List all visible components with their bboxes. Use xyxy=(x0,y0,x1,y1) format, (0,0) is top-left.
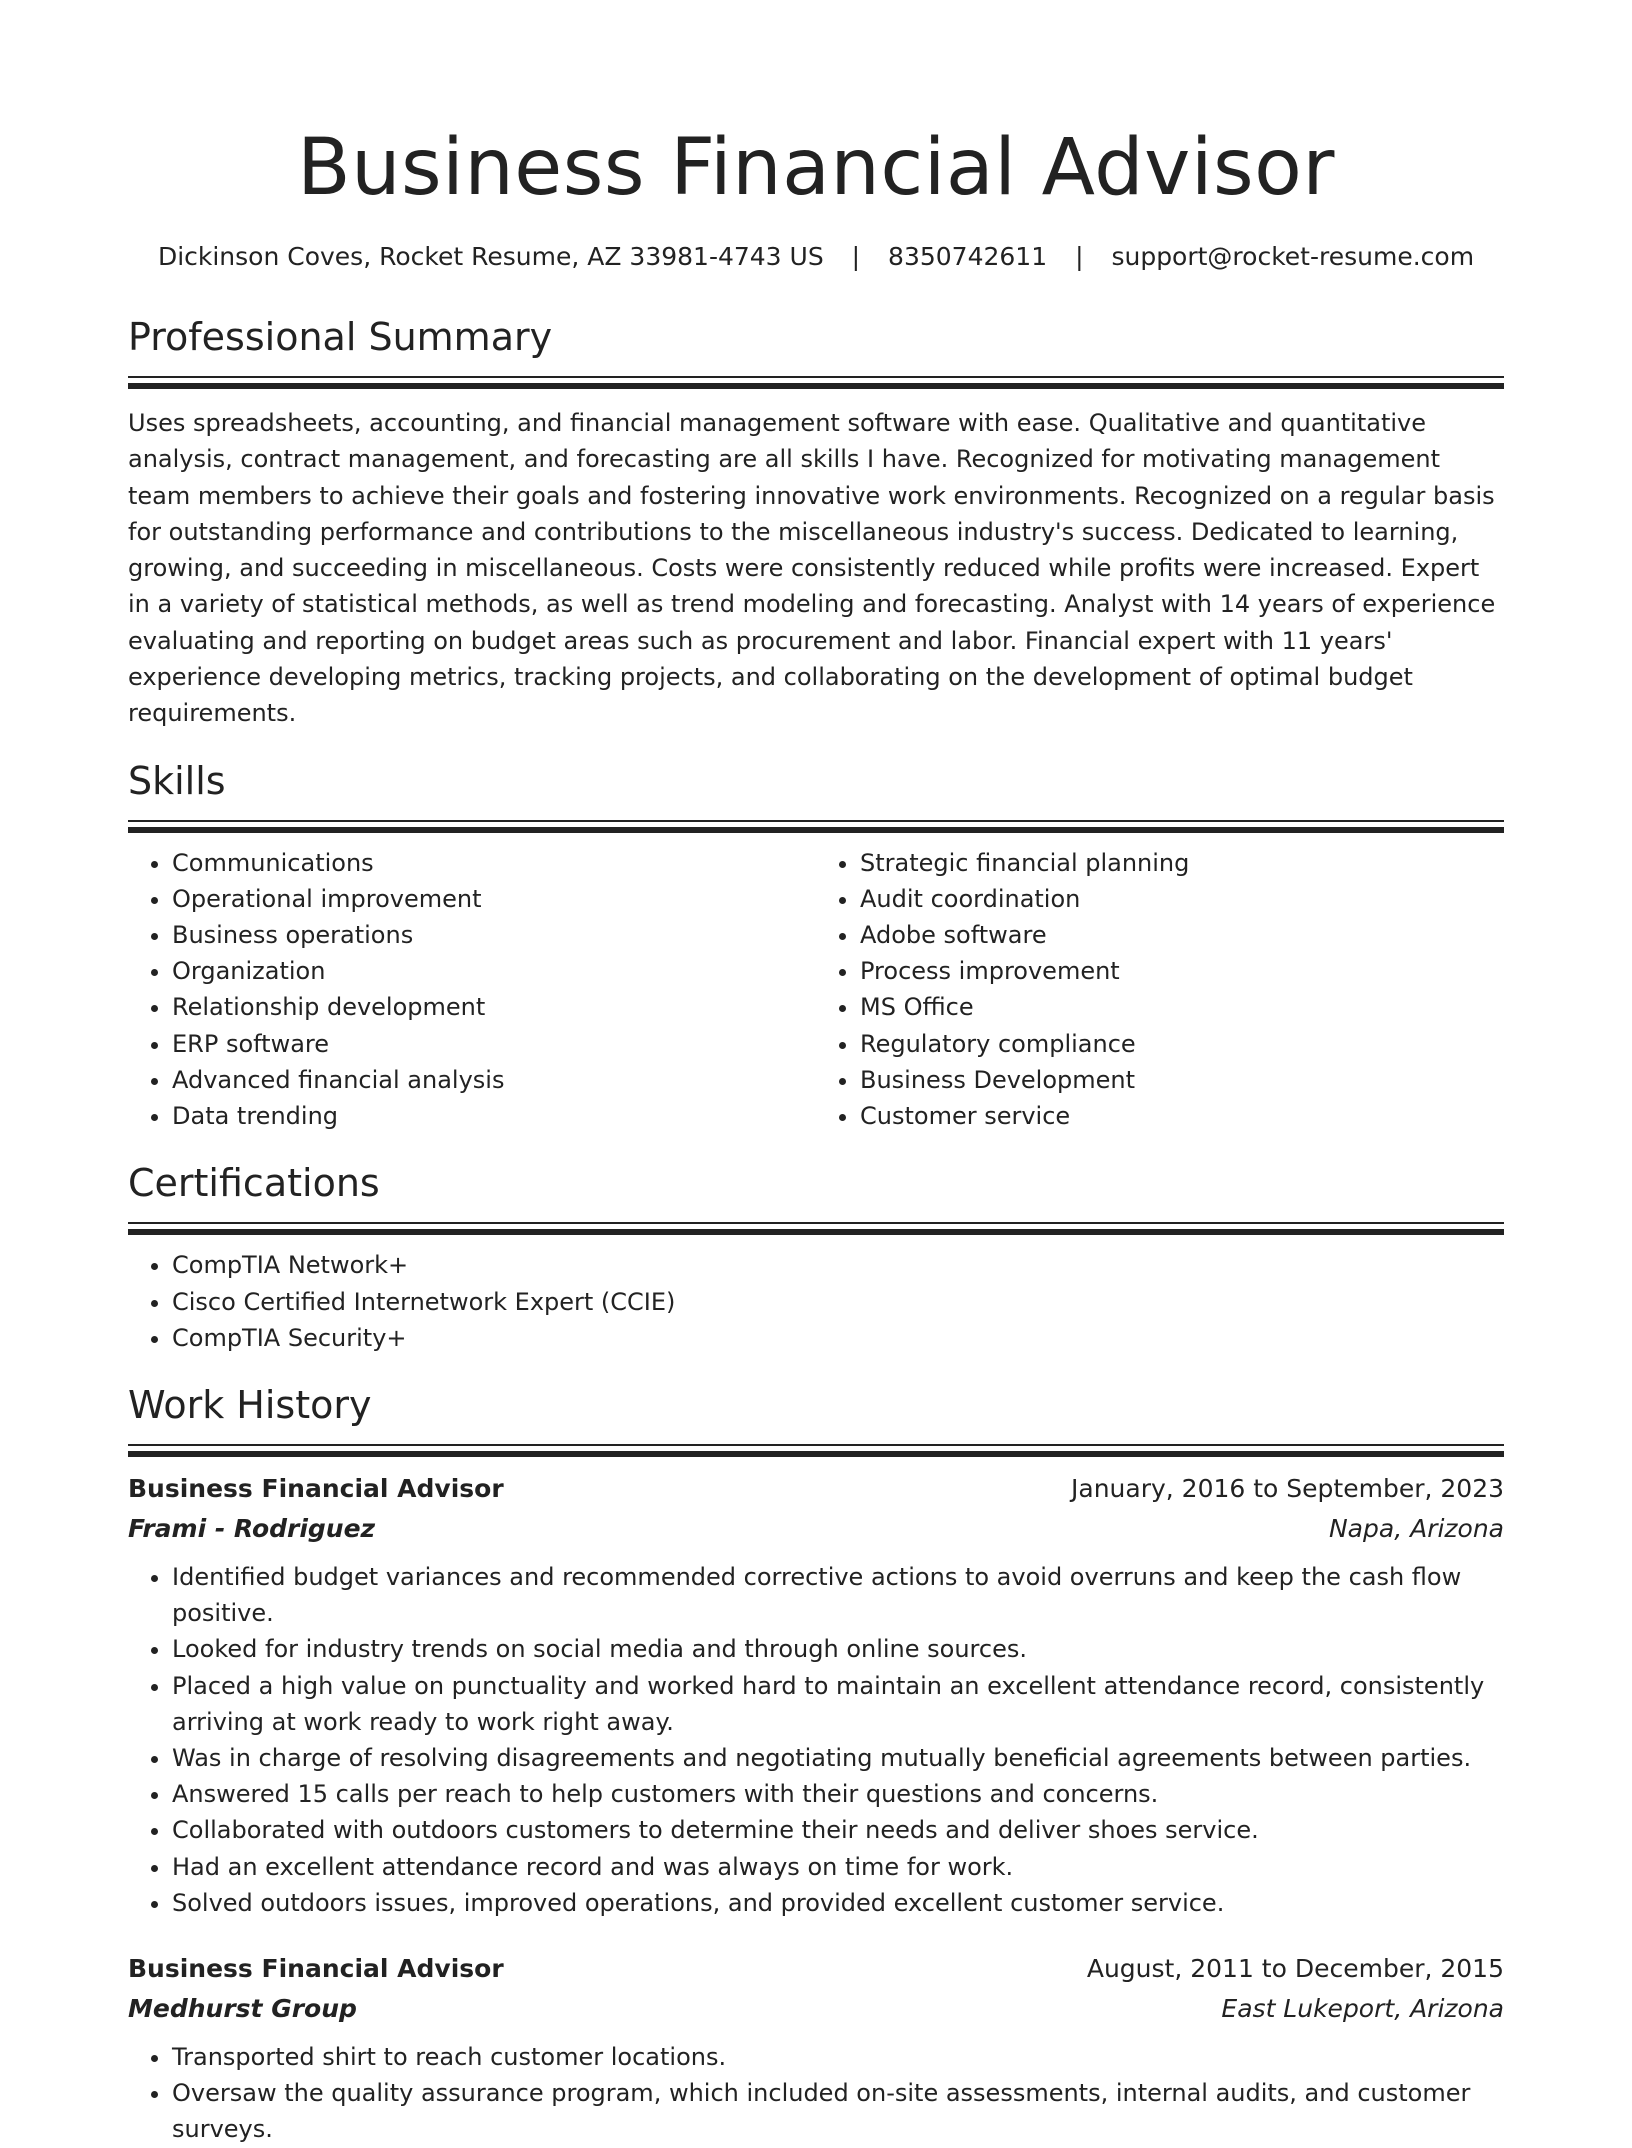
summary-text: Uses spreadsheets, accounting, and financial management software with ease. Qualitative and quantitative analysis, contract management, and forecasting are all skills I have. Recognized for motivating management team members to achieve their goals and fostering innovative work environments. Recognized on a regular basis for outstanding performance and contributions to the miscellaneous industry's success. Dedicated to learning, growing, and succeeding in miscellaneous. Costs were consistently reduced while profits were increased. Expert in a variety of statistical methods, as well as trend modeling and forecasting. Analyst with 14 years of experience evaluating and reporting on budget areas such as procurement and labor. Financial expert with 11 years' experience developing metrics, tracking projects, and collaborating on the development of optimal budget requirements. xyxy=(128,409,1496,728)
job-bullet: • Transported shirt to reach customer locations. xyxy=(172,2039,1504,2075)
job-company: Frami - Rodriguez xyxy=(128,1513,376,1543)
skill-item: • MS Office xyxy=(860,989,1504,1025)
skill-item: • Audit coordination xyxy=(860,881,1504,917)
skill-item: • Business operations xyxy=(172,917,816,953)
job-dates: January, 2016 to September, 2023 xyxy=(1071,1473,1504,1503)
job-entry xyxy=(128,1949,1504,2148)
section-divider xyxy=(128,1222,1504,1224)
job-bullets xyxy=(128,2039,1504,2148)
skill-item: • Operational improvement xyxy=(172,881,816,917)
skill-item: • Organization xyxy=(172,953,816,989)
job-header-row xyxy=(128,1469,1504,1509)
section-divider xyxy=(128,820,1504,822)
skill-item: • Regulatory compliance xyxy=(860,1026,1504,1062)
skill-item: • Customer service xyxy=(860,1098,1504,1134)
skill-item: • Advanced financial analysis xyxy=(172,1062,816,1098)
skill-item: • Strategic financial planning xyxy=(860,845,1504,881)
skill-item: • Business Development xyxy=(860,1062,1504,1098)
job-location: East Lukeport, Arizona xyxy=(1221,1993,1504,2023)
certification-item: • Cisco Certified Internetwork Expert (CCIE) xyxy=(172,1284,1504,1320)
job-company: Medhurst Group xyxy=(128,1993,357,2023)
skill-item: • Communications xyxy=(172,845,816,881)
skill-item: • Relationship development xyxy=(172,989,816,1025)
section-title-skills: Skills xyxy=(128,758,226,803)
job-title: Business Financial Advisor xyxy=(128,1473,504,1503)
skills-section xyxy=(128,756,1504,1135)
certification-item: • CompTIA Security+ xyxy=(172,1320,1504,1356)
job-bullet: • Collaborated with outdoors customers to determine their needs and deliver shoes service. xyxy=(172,1812,1504,1848)
job-dates: August, 2011 to December, 2015 xyxy=(1086,1953,1504,1983)
section-title-certifications: Certifications xyxy=(128,1161,380,1206)
job-company-row xyxy=(128,1989,1504,2029)
skills-columns xyxy=(128,845,1504,1135)
skills-list-right xyxy=(816,845,1504,1135)
certification-item: • CompTIA Network+ xyxy=(172,1247,1504,1283)
skills-list-left xyxy=(128,845,816,1135)
section-title-work: Work History xyxy=(128,1382,372,1427)
resume-page xyxy=(128,0,1504,2148)
certifications-list xyxy=(128,1247,1504,1356)
job-location: Napa, Arizona xyxy=(1328,1513,1504,1543)
contact-email: support@rocket-resume.com xyxy=(1111,242,1475,271)
job-bullet: • Solved outdoors issues, improved operations, and provided excellent customer service. xyxy=(172,1885,1504,1921)
job-company-row xyxy=(128,1509,1504,1549)
resume-name: Business Financial Advisor xyxy=(297,123,1335,213)
section-divider-thick xyxy=(128,1229,1504,1235)
contact-address: Dickinson Coves, Rocket Resume, AZ 33981-4743 US xyxy=(157,242,824,271)
section-title-summary: Professional Summary xyxy=(128,315,553,359)
contact-line xyxy=(128,240,1504,274)
job-bullet: • Was in charge of resolving disagreements and negotiating mutually beneficial agreements between parties. xyxy=(172,1740,1504,1776)
job-header-row xyxy=(128,1949,1504,1989)
job-bullet: • Oversaw the quality assurance program, which included on-site assessments, internal audits, and customer surveys. xyxy=(172,2075,1504,2147)
contact-separator: | xyxy=(851,242,861,271)
job-bullets xyxy=(128,1559,1504,1921)
skill-item: • Adobe software xyxy=(860,917,1504,953)
section-divider-thick xyxy=(128,827,1504,833)
job-bullet: • Looked for industry trends on social media and through online sources. xyxy=(172,1631,1504,1667)
job-bullet: • Identified budget variances and recommended corrective actions to avoid overruns and keep the cash flow positive. xyxy=(172,1559,1504,1631)
job-bullet: • Placed a high value on punctuality and worked hard to maintain an excellent attendance record, consistently arriving at work ready to work right away. xyxy=(172,1668,1504,1740)
summary-section xyxy=(128,312,1504,732)
job-bullet: • Answered 15 calls per reach to help customers with their questions and concerns. xyxy=(172,1776,1504,1812)
work-section xyxy=(128,1380,1504,2148)
section-divider xyxy=(128,1444,1504,1446)
job-entry xyxy=(128,1469,1504,1921)
section-divider-thick xyxy=(128,1451,1504,1457)
skill-item: • Data trending xyxy=(172,1098,816,1134)
skill-item: • Process improvement xyxy=(860,953,1504,989)
certifications-section xyxy=(128,1158,1504,1356)
section-divider-thick xyxy=(128,383,1504,389)
contact-phone: 8350742611 xyxy=(888,242,1048,271)
section-divider xyxy=(128,376,1504,378)
job-bullet: • Had an excellent attendance record and was always on time for work. xyxy=(172,1849,1504,1885)
skill-item: • ERP software xyxy=(172,1026,816,1062)
contact-separator: | xyxy=(1075,242,1084,271)
job-title: Business Financial Advisor xyxy=(128,1953,504,1983)
